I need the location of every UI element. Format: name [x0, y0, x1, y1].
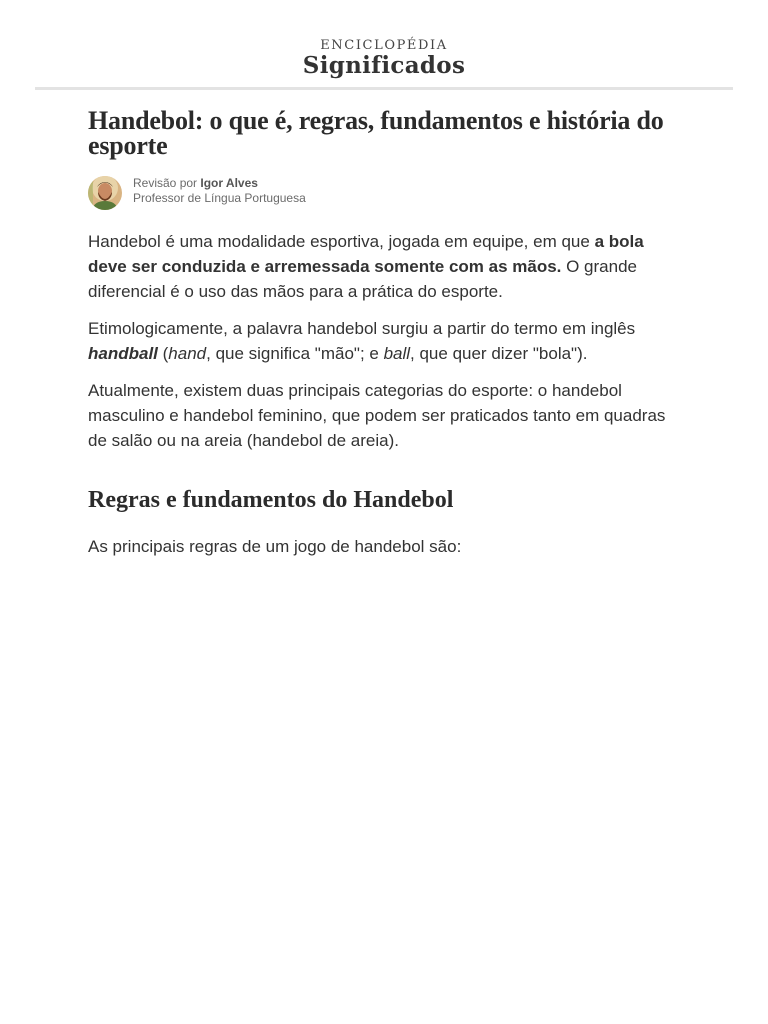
- logo-main-text: Significados: [302, 52, 466, 79]
- author-avatar[interactable]: [88, 176, 122, 210]
- article-title: Handebol: o que é, regras, fundamentos e história do esporte: [88, 106, 664, 160]
- intro-paragraph: [88, 229, 680, 304]
- p2-handball-term: handball: [88, 344, 158, 363]
- site-header: [0, 0, 768, 90]
- section-heading: Regras e fundamentos do Handebol: [88, 487, 454, 513]
- author-byline: [88, 176, 680, 210]
- header-divider: [35, 87, 733, 90]
- p1-bold-text: a bola deve ser conduzida e arremessada somente com as mãos.: [88, 232, 644, 276]
- p1-text-c: O grande diferencial é o uso das mãos para a prática do esporte.: [88, 257, 637, 301]
- author-name-link[interactable]: Igor Alves: [200, 176, 258, 190]
- author-prefix: Revisão por: [133, 176, 198, 190]
- p2-ball-term: ball: [383, 344, 411, 363]
- categories-paragraph: Atualmente, existem duas principais categorias do esporte: o handebol masculino e handebol feminino, que podem ser praticados tanto em quadras de salão ou na areia (handebol de areia).: [88, 381, 666, 450]
- p2-text-e: , que significa "mão"; e: [206, 344, 384, 363]
- author-role: Professor de Língua Portuguesa: [133, 191, 306, 205]
- author-info: [133, 176, 306, 206]
- p2-hand-term: hand: [168, 344, 207, 363]
- site-logo[interactable]: [0, 38, 768, 78]
- etymology-paragraph: [88, 316, 680, 366]
- p2-text-c: (: [157, 344, 169, 363]
- rules-intro-paragraph: As principais regras de um jogo de handebol são:: [88, 537, 462, 556]
- p1-text-a: Handebol é uma modalidade esportiva, jogada em equipe, em que: [88, 232, 595, 251]
- logo-top-text: ENCICLOPÉDIA: [320, 38, 448, 53]
- article: [88, 108, 680, 559]
- p2-text-g: , que quer dizer "bola").: [410, 344, 588, 363]
- p2-text-a: Etimologicamente, a palavra handebol surgiu a partir do termo em inglês: [88, 319, 636, 338]
- author-line: [133, 176, 306, 191]
